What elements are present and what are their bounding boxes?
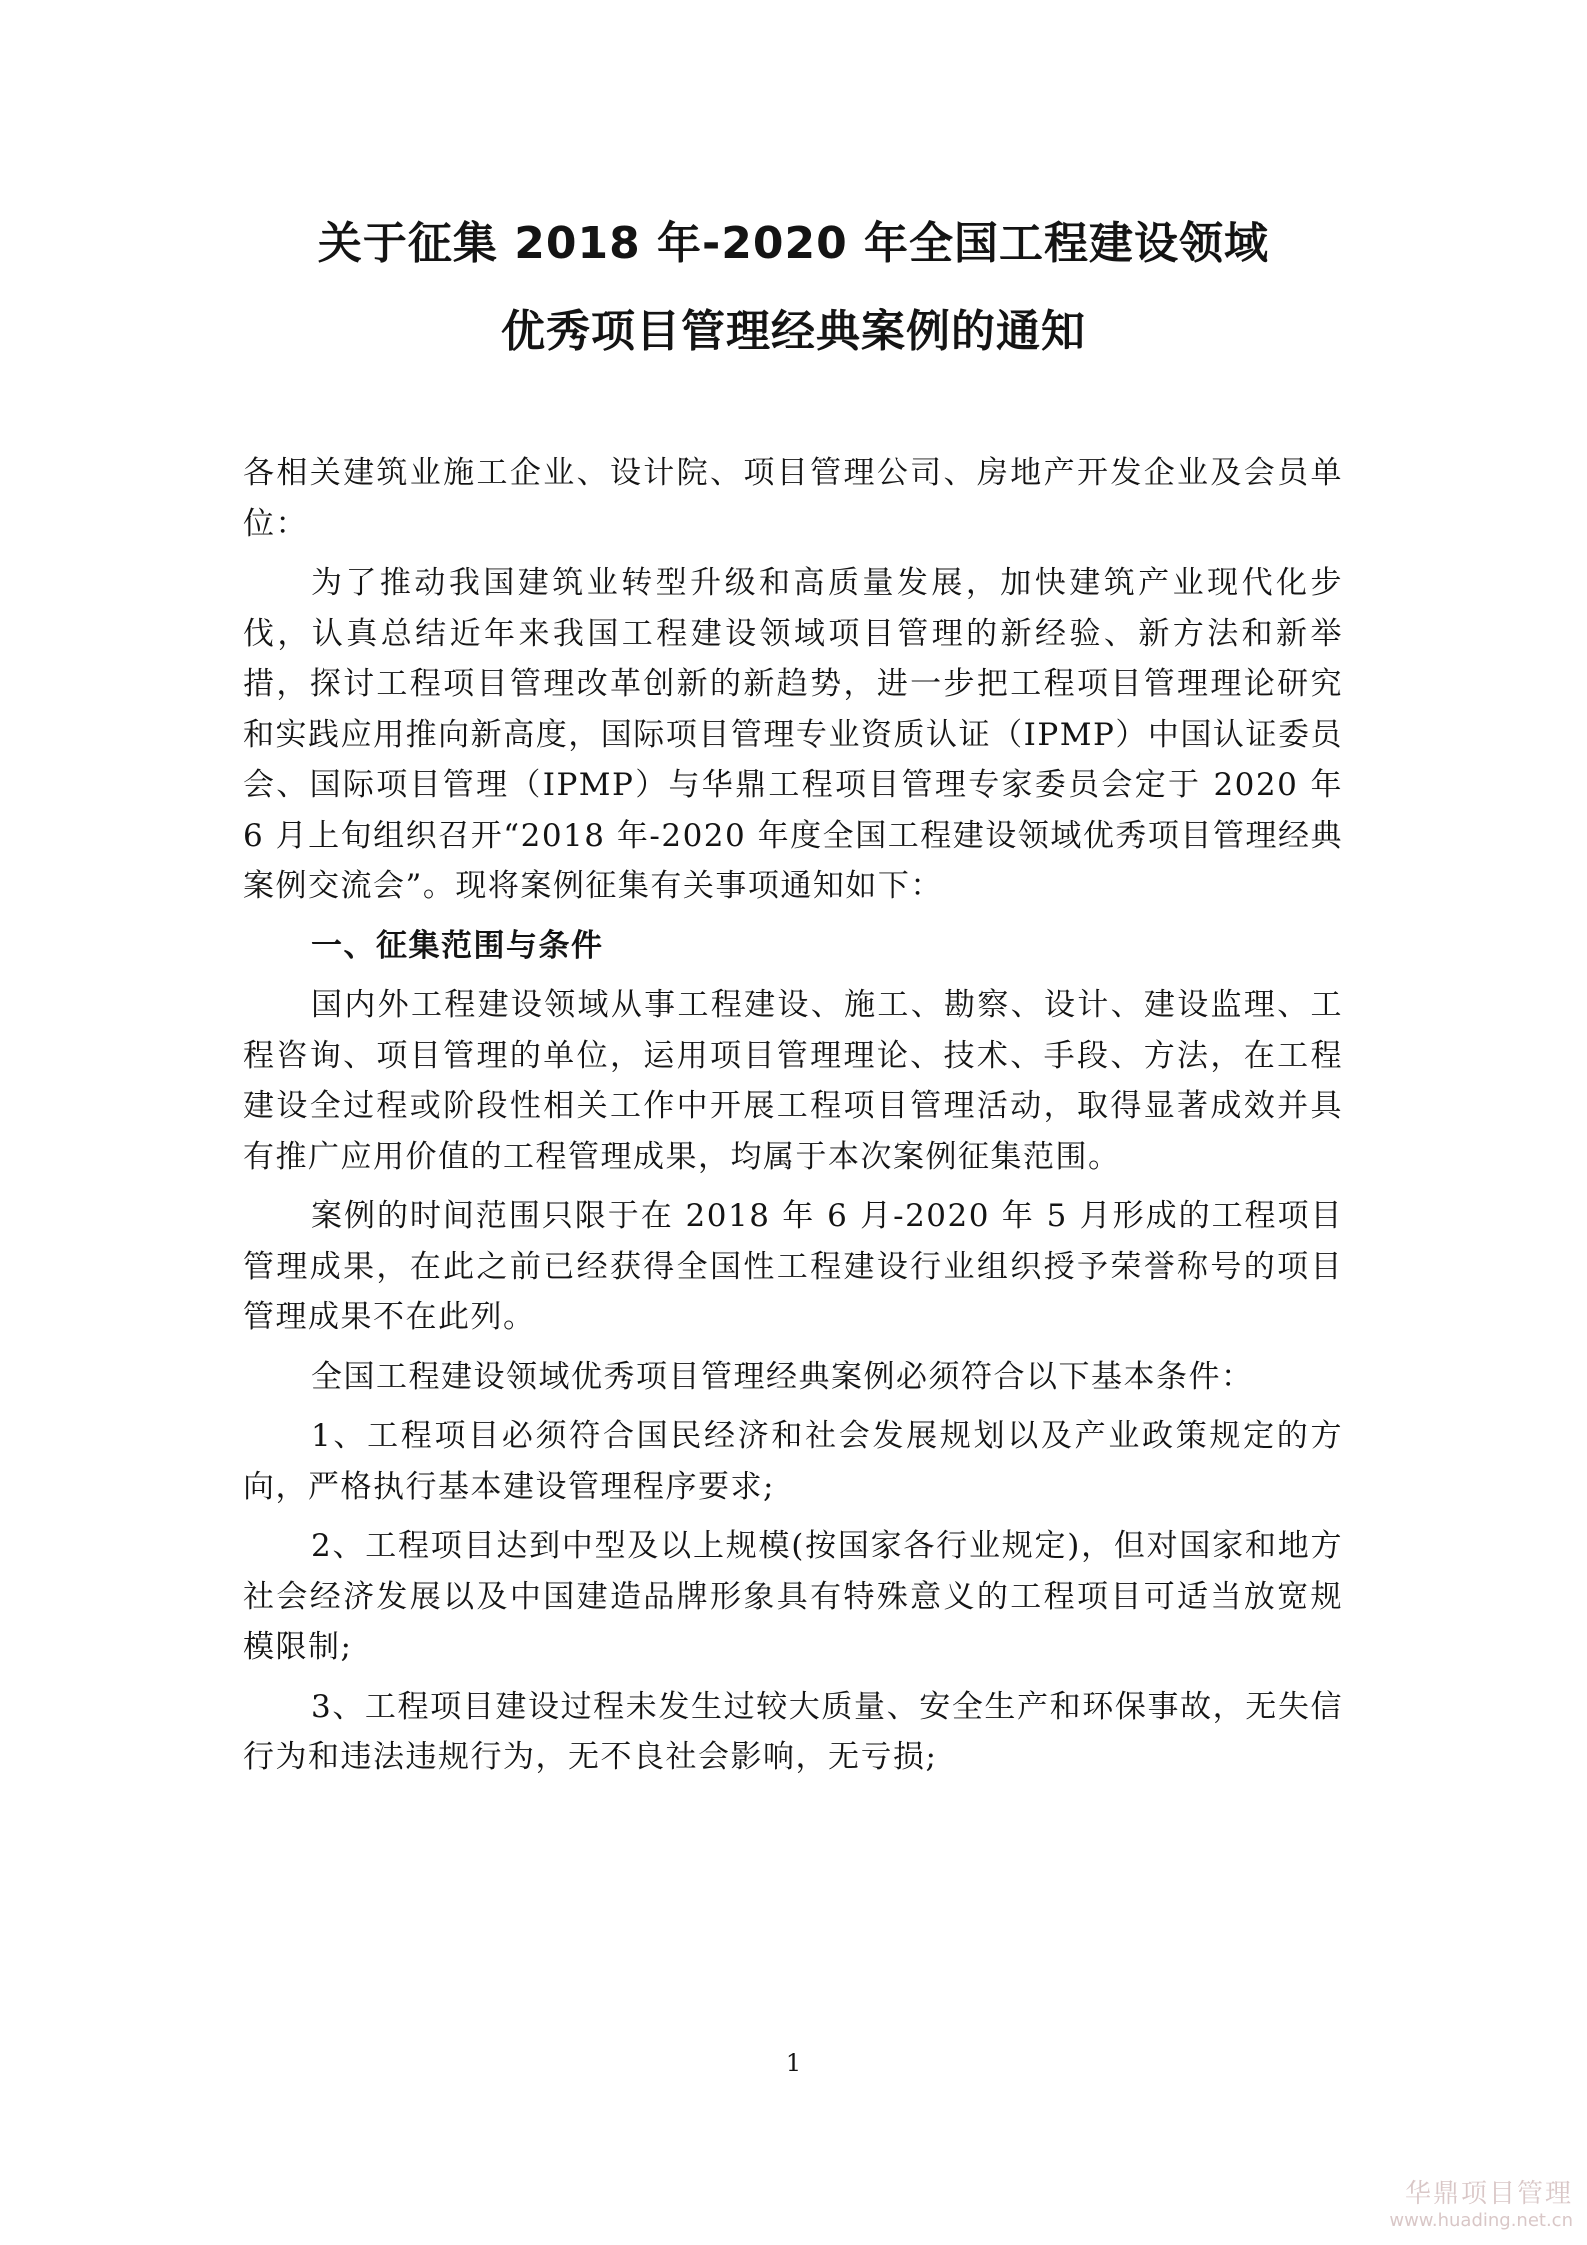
- section1-paragraph-scope: 国内外工程建设领域从事工程建设、施工、勘察、设计、建设监理、工程咨询、项目管理的单位，运用项目管理理论、技术、手段、方法，在工程建设全过程或阶段性相关工作中开展工程项目管理活动，取得显著成效并具有推广应用价值的工程管理成果，均属于本次案例征集范围。: [243, 987, 1343, 1175]
- title-line-1: 关于征集 2018 年-2020 年全国工程建设领域: [317, 218, 1270, 269]
- watermark-logo: [1389, 2178, 1573, 2232]
- title-line-2: 优秀项目管理经典案例的通知: [501, 306, 1086, 357]
- page-number: 1: [785, 2049, 802, 2077]
- section-heading-1: 一、征集范围与条件: [311, 927, 604, 964]
- watermark-name: 华鼎项目管理: [1404, 2179, 1573, 2209]
- section1-paragraph-conditions-intro: 全国工程建设领域优秀项目管理经典案例必须符合以下基本条件：: [311, 1358, 1254, 1395]
- document-body: [243, 448, 1343, 1783]
- condition-item-3: 3、工程项目建设过程未发生过较大质量、安全生产和环保事故，无失信行为和违法违规行为，无不良社会影响，无亏损;: [243, 1688, 1343, 1775]
- condition-item-2: 2、工程项目达到中型及以上规模(按国家各行业规定)，但对国家和地方社会经济发展以及中国建造品牌形象具有特殊意义的工程项目可适当放宽规模限制;: [243, 1528, 1343, 1665]
- condition-item-1: 1、工程项目必须符合国民经济和社会发展规划以及产业政策规定的方向，严格执行基本建设管理程序要求;: [243, 1418, 1343, 1505]
- watermark-url: www.huading.net.cn: [1389, 2210, 1573, 2231]
- intro-paragraph: 为了推动我国建筑业转型升级和高质量发展，加快建筑产业现代化步伐，认真总结近年来我国工程建设领域项目管理的新经验、新方法和新举措，探讨工程项目管理改革创新的新趋势，进一步把工程项目管理理论研究和实践应用推向新高度，国际项目管理专业资质认证（IPMP）中国认证委员会、国际项目管理（IPMP）与华鼎工程项目管理专家委员会定于 2020 年 6 月上旬组织召开“2018 年-2020 年度全国工程建设领域优秀项目管理经典案例交流会”。现将案例征集有关事项通知如下：: [243, 565, 1343, 904]
- salutation: 各相关建筑业施工企业、设计院、项目管理公司、房地产开发企业及会员单位：: [243, 455, 1343, 542]
- section1-paragraph-time-range: 案例的时间范围只限于在 2018 年 6 月-2020 年 5 月形成的工程项目管理成果，在此之前已经获得全国性工程建设行业组织授予荣誉称号的项目管理成果不在此列。: [243, 1198, 1343, 1335]
